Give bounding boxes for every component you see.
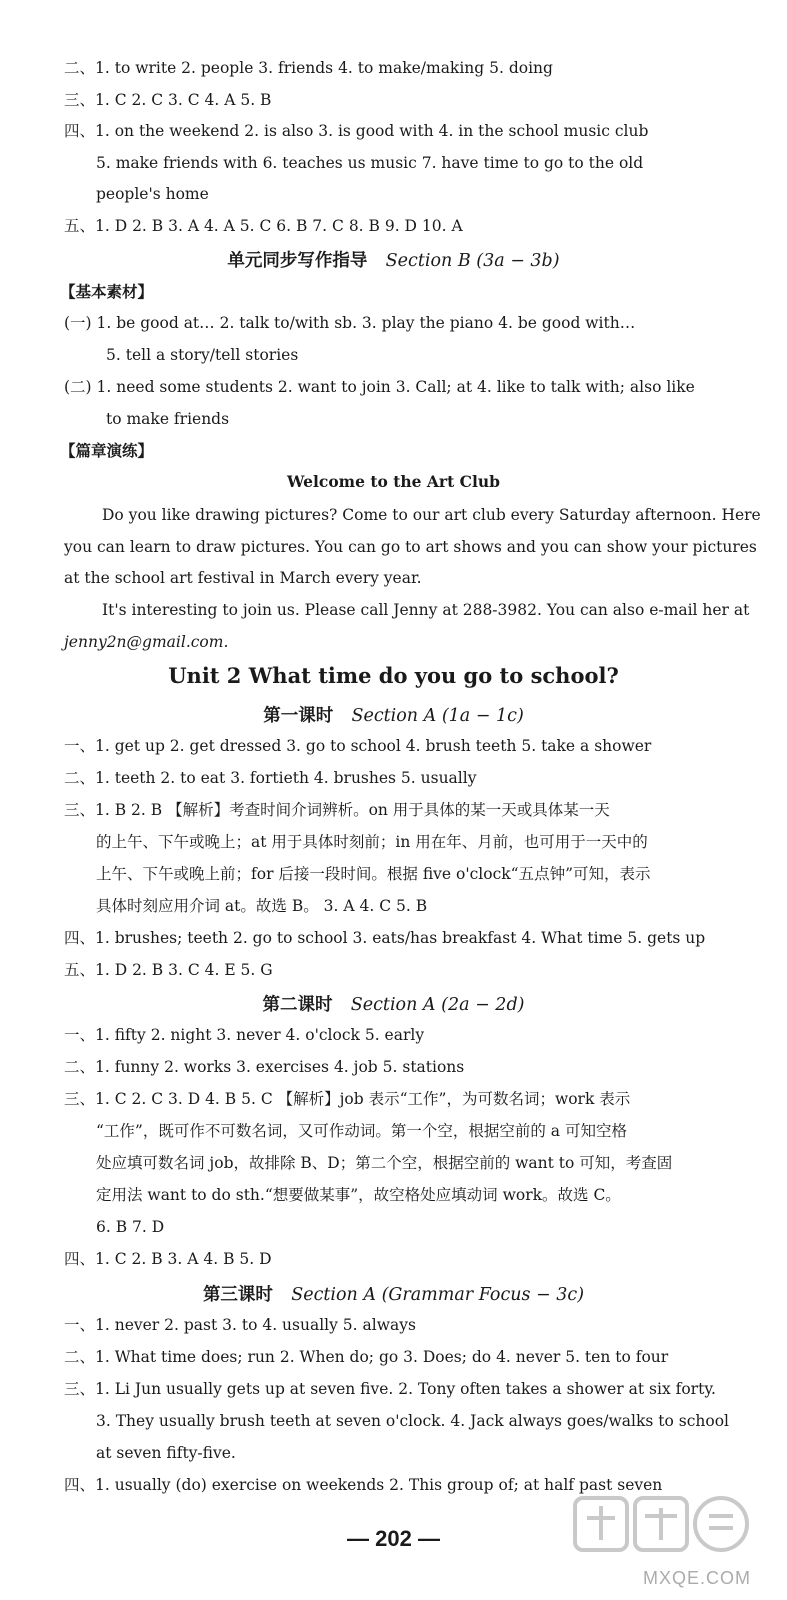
essay-title: Welcome to the Art Club [287, 472, 500, 491]
answer-line: 上午、下午或晚上前；for 后接一段时间。根据 five o'clock“五点钟”可知，表示 [96, 865, 651, 883]
answer-line: 五、1. D 2. B 3. A 4. A 5. C 6. B 7. C 8. B 9. D 10. A [64, 217, 463, 235]
answer-line: 的上午、下午或晚上；at 用于具体时刻前；in 用在年、月前，也可用于一天中的 [96, 833, 648, 851]
answer-line: 二、1. funny 2. works 3. exercises 4. job 5. stations [64, 1058, 465, 1076]
unit-title: Unit 2 What time do you go to school? [168, 663, 619, 688]
section-heading [0, 247, 787, 272]
practice-label: 【篇章演练】 [60, 441, 154, 460]
watermark-text: MXQE.COM [642, 1568, 751, 1588]
answer-line: 二、1. teeth 2. to eat 3. fortieth 4. brushes 5. usually [64, 769, 477, 787]
answer-line: 定用法 want to do sth.“想要做某事”，故空格处应填动词 work。故选 C。 [96, 1186, 621, 1204]
lesson-heading-sec: Section A (Grammar Focus − 3c) [291, 1285, 585, 1305]
lesson-heading-sec: Section A (1a − 1c) [351, 706, 524, 726]
section-heading-sec: Section B (3a − 3b) [385, 251, 560, 271]
essay-email: jenny2n@gmail.com. [64, 633, 229, 651]
answer-line: people's home [96, 185, 209, 203]
answer-line: 具体时刻应用介词 at。故选 B。 3. A 4. C 5. B [96, 897, 428, 915]
answer-line: 四、1. brushes; teeth 2. go to school 3. eats/has breakfast 4. What time 5. gets up [64, 929, 706, 947]
lesson-heading-cn: 第一课时 [263, 706, 334, 726]
answer-line: 二、1. What time does; run 2. When do; go 3. Does; do 4. never 5. ten to four [64, 1348, 669, 1366]
answer-line: 四、1. usually (do) exercise on weekends 2. This group of; at half past seven [64, 1476, 663, 1494]
answer-line: 3. They usually brush teeth at seven o'clock. 4. Jack always goes/walks to school [96, 1412, 729, 1430]
lesson-heading [0, 1281, 787, 1306]
material-line: (二) 1. need some students 2. want to join 3. Call; at 4. like to talk with; also like [64, 378, 695, 396]
answer-line: 四、1. C 2. B 3. A 4. B 5. D [64, 1250, 272, 1268]
answer-line: 三、1. C 2. C 3. D 4. B 5. C 【解析】job 表示“工作”，为可数名词；work 表示 [64, 1090, 631, 1108]
answer-line: 处应填可数名词 job，故排除 B、D；第二个空，根据空前的 want to 可知，考查固 [96, 1154, 673, 1172]
essay-line: It's interesting to join us. Please call Jenny at 288-3982. You can also e-mail her at [102, 601, 750, 619]
material-line: to make friends [106, 410, 230, 428]
answer-line: 三、1. B 2. B 【解析】考查时间介词辨析。on 用于具体的某一天或具体某一天 [64, 801, 610, 819]
answer-line: 三、1. C 2. C 3. C 4. A 5. B [64, 91, 272, 109]
answer-line: 五、1. D 2. B 3. C 4. E 5. G [64, 961, 273, 979]
material-line: (一) 1. be good at… 2. talk to/with sb. 3. play the piano 4. be good with… [64, 314, 636, 332]
lesson-heading [0, 991, 787, 1016]
answer-line: 一、1. fifty 2. night 3. never 4. o'clock 5. early [64, 1026, 425, 1044]
answer-line: 6. B 7. D [96, 1218, 165, 1236]
answer-line: “工作”，既可作不可数名词，又可作动词。第一个空，根据空前的 a 可知空格 [96, 1122, 627, 1140]
essay-line: at the school art festival in March every year. [64, 569, 422, 587]
page-number: — 202 — [347, 1526, 440, 1551]
lesson-heading [0, 702, 787, 727]
material-label: 【基本素材】 [60, 282, 154, 301]
essay-line: you can learn to draw pictures. You can go to art shows and you can show your pictures [64, 538, 757, 556]
essay-line: Do you like drawing pictures? Come to our art club every Saturday afternoon. Here [102, 506, 761, 524]
answer-line: 一、1. get up 2. get dressed 3. go to school 4. brush teeth 5. take a shower [64, 737, 652, 755]
answer-line: 三、1. Li Jun usually gets up at seven five. 2. Tony often takes a shower at six forty. [64, 1380, 716, 1398]
lesson-heading-sec: Section A (2a − 2d) [350, 995, 525, 1015]
material-line: 5. tell a story/tell stories [106, 346, 299, 364]
answer-line: 5. make friends with 6. teaches us music 7. have time to go to the old [96, 154, 644, 172]
lesson-heading-cn: 第二课时 [262, 995, 333, 1015]
section-heading-cn: 单元同步写作指导 [227, 251, 368, 271]
answer-line: 二、1. to write 2. people 3. friends 4. to make/making 5. doing [64, 59, 553, 77]
answer-line: at seven fifty-five. [96, 1444, 236, 1462]
answer-line: 一、1. never 2. past 3. to 4. usually 5. always [64, 1316, 416, 1334]
lesson-heading-cn: 第三课时 [202, 1285, 273, 1305]
answer-line: 四、1. on the weekend 2. is also 3. is good with 4. in the school music club [64, 122, 649, 140]
